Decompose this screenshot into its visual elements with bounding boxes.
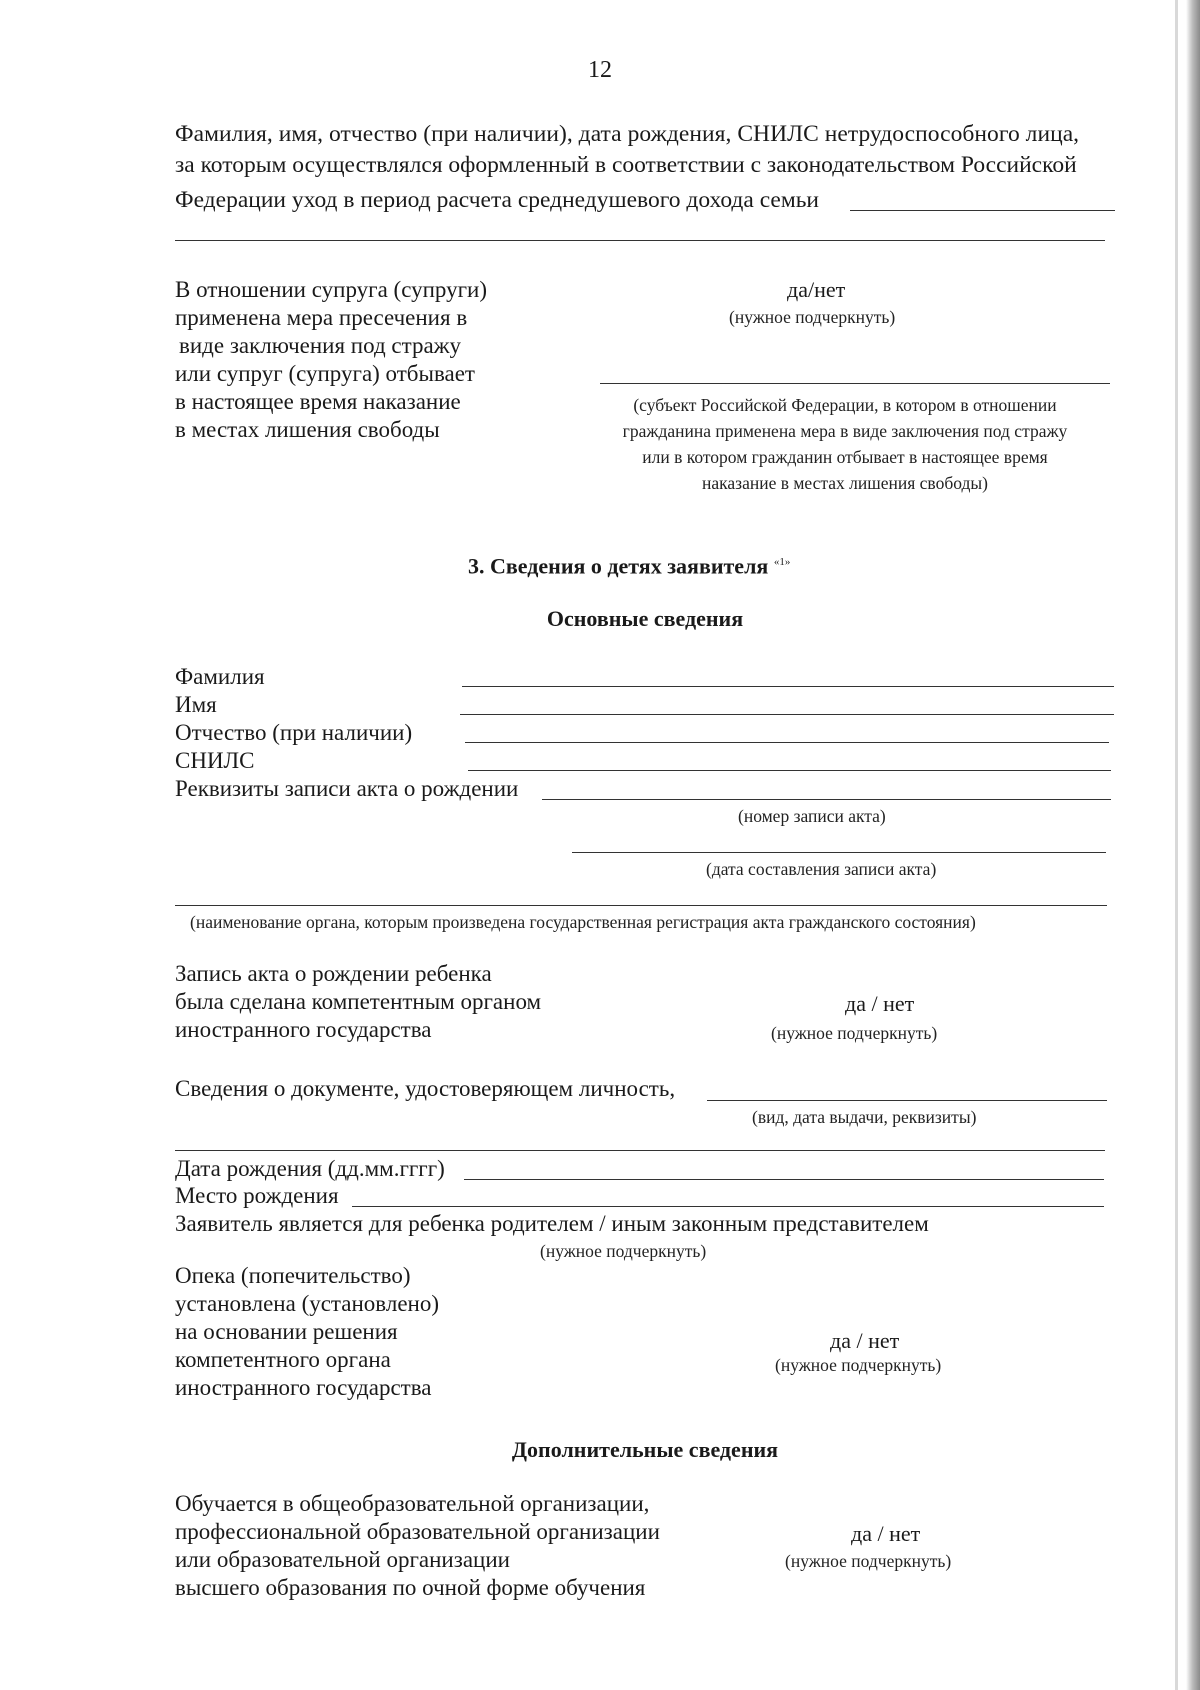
field-snils-label: СНИЛС <box>175 748 255 773</box>
birth-place-label: Место рождения <box>175 1183 339 1208</box>
spouse-answer-hint: (нужное подчеркнуть) <box>729 307 896 327</box>
record-date-hint: (дата составления записи акта) <box>706 859 937 879</box>
id-document-line-2[interactable] <box>175 1150 1105 1151</box>
education-question: Обучается в общеобразовательной организации, профессиональной образовательной организации или образовательной организации высшего образования по очной форме обучения <box>175 1491 660 1600</box>
authority-hint: (наименование органа, которым произведена государственная регистрация акта гражданского состояния) <box>190 912 976 932</box>
applicant-role-hint: (нужное подчеркнуть) <box>540 1241 707 1261</box>
scan-edge-line <box>1175 0 1178 1690</box>
scan-edge <box>1186 0 1200 1690</box>
spouse-region-line[interactable] <box>600 383 1110 384</box>
education-answer[interactable]: да / нет <box>851 1521 921 1546</box>
id-document-label: Сведения о документе, удостоверяющем личность, <box>175 1076 676 1101</box>
birth-record-date-line[interactable] <box>572 852 1106 853</box>
field-name-label: Имя <box>175 692 217 717</box>
field-name-line[interactable] <box>460 714 1114 715</box>
birth-record-number-line[interactable] <box>542 799 1111 800</box>
intro-fill-line-2[interactable] <box>175 240 1105 241</box>
foreign-record-answer[interactable]: да / нет <box>845 991 915 1016</box>
birth-date-label: Дата рождения (дд.мм.гггг) <box>175 1156 445 1181</box>
guardianship-answer[interactable]: да / нет <box>830 1328 900 1353</box>
birth-place-line[interactable] <box>352 1206 1104 1207</box>
section-title: 3. Сведения о детях заявителя $^{«1»}$ <box>468 553 791 579</box>
additional-heading: Дополнительные сведения <box>511 1437 779 1462</box>
intro-line-2: за которым осуществлялся оформленный в соответствии с законодательством Российской <box>175 152 1077 178</box>
foreign-record-hint: (нужное подчеркнуть) <box>771 1023 938 1043</box>
field-patronymic-label: Отчество (при наличии) <box>175 720 413 745</box>
authority-line[interactable] <box>175 905 1107 906</box>
page-number: 12 <box>588 57 612 83</box>
field-birth-record-label: Реквизиты записи акта о рождении <box>175 776 519 801</box>
field-snils-line[interactable] <box>468 770 1111 771</box>
id-document-line[interactable] <box>707 1100 1107 1101</box>
id-document-hint: (вид, дата выдачи, реквизиты) <box>752 1107 977 1127</box>
spouse-region-hint: (субъект Российской Федерации, в котором в отношении гражданина применена мера в виде заключения под стражу или в котором гражданин отбывает в настоящее время наказание в местах лишения свободы) <box>622 395 1068 493</box>
intro-line-3: Федерации уход в период расчета среднедушевого дохода семьи <box>175 187 820 213</box>
applicant-role-text[interactable]: Заявитель является для ребенка родителем / иным законным представителем <box>175 1211 929 1236</box>
spouse-answer[interactable]: да/нет <box>787 277 846 302</box>
guardianship-hint: (нужное подчеркнуть) <box>775 1355 942 1375</box>
basic-heading: Основные сведения <box>546 606 744 631</box>
intro-line-1: Фамилия, имя, отчество (при наличии), дата рождения, СНИЛС нетрудоспособного лица, <box>175 121 1080 147</box>
record-number-hint: (номер записи акта) <box>738 806 886 826</box>
spouse-question: В отношении супруга (супруги) применена мера пресечения в виде заключения под стражу или супруг (супруга) отбывает в настоящее время наказание в местах лишения свободы <box>175 277 488 442</box>
field-surname-line[interactable] <box>462 686 1114 687</box>
field-patronymic-line[interactable] <box>465 742 1109 743</box>
birth-date-line[interactable] <box>464 1179 1104 1180</box>
foreign-record-question: Запись акта о рождении ребенка была сделана компетентным органом иностранного государства <box>175 961 542 1042</box>
field-surname-label: Фамилия <box>175 664 265 689</box>
intro-fill-line[interactable] <box>850 210 1115 211</box>
footnote-mark: «1» <box>773 556 791 568</box>
guardianship-question: Опека (попечительство) установлена (установлено) на основании решения компетентного органа иностранного государства <box>175 1263 439 1400</box>
education-hint: (нужное подчеркнуть) <box>785 1551 952 1571</box>
